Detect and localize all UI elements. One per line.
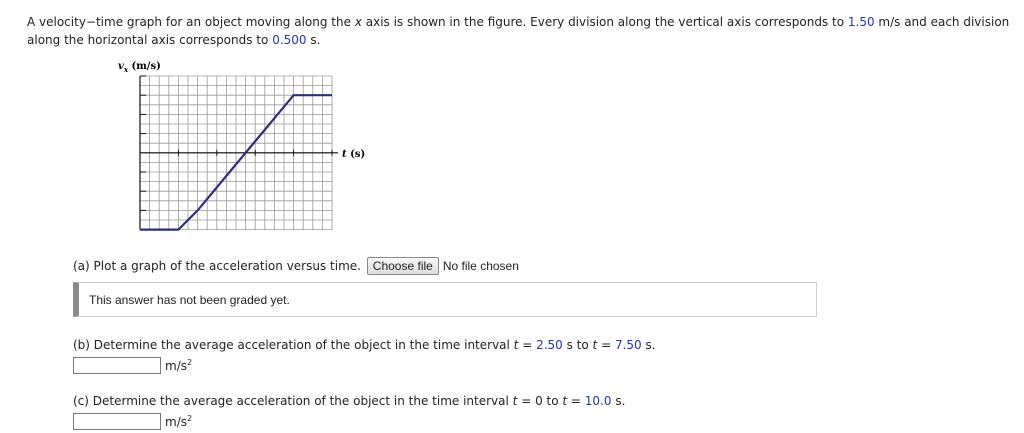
part-c-answer-row xyxy=(73,413,192,430)
part-b-answer-input[interactable] xyxy=(73,357,161,374)
file-status: No file chosen xyxy=(442,259,519,273)
part-b-answer-row xyxy=(73,357,192,374)
choose-file-button[interactable]: Choose file xyxy=(367,257,439,275)
vertical-division-value: 1.50 xyxy=(847,15,875,29)
graph-axes xyxy=(140,76,338,230)
velocity-time-graph xyxy=(110,55,370,245)
part-a-prompt: (a) Plot a graph of the acceleration versus time. xyxy=(73,259,361,273)
part-c-prompt: (c) Determine the average acceleration of the object in the time interval t = 0 to t = 10.0 s. xyxy=(73,394,626,408)
part-b-unit: $m/s^2$ xyxy=(165,358,193,373)
problem-statement: A velocity−time graph for an object moving along the x axis is shown in the figure. Every division along the vertical axis corresponds to 1.50 m/s and each division along the horizontal axis corresponds to 0.500 s. xyxy=(27,15,1010,47)
part-a xyxy=(73,257,519,275)
part-c-answer-input[interactable] xyxy=(73,413,161,430)
part-b-prompt: (b) Determine the average acceleration of the object in the time interval t = 2.50 s to t = 7.50 s. xyxy=(73,338,656,352)
horizontal-division-value: 0.500 xyxy=(272,33,307,47)
y-axis-label: $v_x$ (m/s) xyxy=(118,61,161,74)
part-c-unit: $m/s^2$ xyxy=(165,414,193,429)
grading-status-box xyxy=(73,282,817,317)
x-axis-label: t (s) xyxy=(342,148,366,160)
grading-status-text: This answer has not been graded yet. xyxy=(89,293,290,307)
